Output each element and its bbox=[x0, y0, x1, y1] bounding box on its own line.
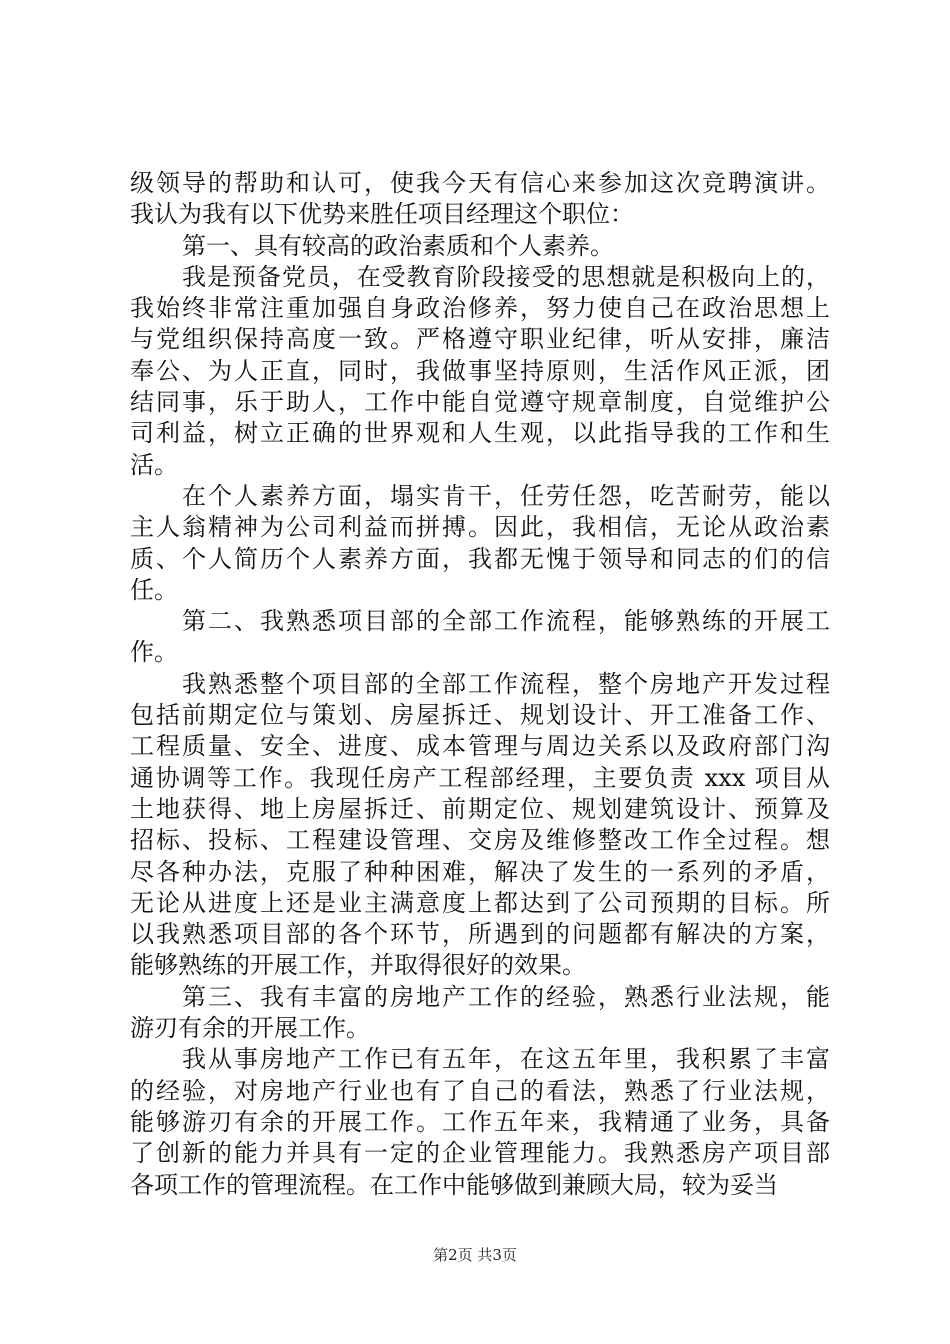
paragraph bbox=[130, 231, 830, 262]
page-footer: 第2页 共3页 bbox=[433, 1246, 517, 1264]
text-line: 包括前期定位与策划、房屋拆迁、规划设计、开工准备工作、 bbox=[130, 701, 830, 730]
text-line: 第三、我有丰富的房地产工作的经验，熟悉行业法规，能 bbox=[182, 982, 830, 1011]
text-line: 土地获得、地上房屋拆迁、前期定位、规划建筑设计、预算及 bbox=[130, 794, 830, 823]
text-line: 我熟悉整个项目部的全部工作流程，整个房地产开发过程 bbox=[182, 669, 830, 698]
text-line: 与党组织保持高度一致。严格遵守职业纪律，听从安排，廉洁 bbox=[130, 325, 830, 354]
text-line: 招标、投标、工程建设管理、交房及维修整改工作全过程。想 bbox=[130, 826, 830, 855]
document-body bbox=[130, 168, 830, 1201]
text-line: 奉公、为人正直，同时，我做事坚持原则，生活作风正派，团 bbox=[130, 356, 830, 385]
text-line: 作。 bbox=[130, 638, 178, 667]
paragraph bbox=[130, 982, 830, 1045]
text-line: 游刃有余的开展工作。 bbox=[130, 1014, 370, 1043]
text-line: 活。 bbox=[130, 450, 178, 479]
paragraph bbox=[130, 168, 830, 231]
text-line: 以我熟悉项目部的各个环节，所遇到的问题都有解决的方案， bbox=[130, 920, 830, 949]
text-line: 了创新的能力并具有一定的企业管理能力。我熟悉房产项目部 bbox=[130, 1139, 830, 1168]
paragraph bbox=[130, 606, 830, 669]
text-line: 的经验，对房地产行业也有了自己的看法，熟悉了行业法规， bbox=[130, 1076, 830, 1105]
text-line: 无论从进度上还是业主满意度上都达到了公司预期的目标。所 bbox=[130, 888, 830, 917]
paragraph bbox=[130, 1044, 830, 1200]
text-line: 任。 bbox=[130, 575, 178, 604]
text-line: 我从事房地产工作已有五年，在这五年里，我积累了丰富 bbox=[182, 1045, 830, 1074]
text-line: 主人翁精神为公司利益而拼搏。因此，我相信，无论从政治素 bbox=[130, 513, 830, 542]
text-line: 工程质量、安全、进度、成本管理与周边关系以及政府部门沟 bbox=[130, 732, 830, 761]
text-line: 第二、我熟悉项目部的全部工作流程，能够熟练的开展工 bbox=[182, 607, 830, 636]
text-line: 级领导的帮助和认可，使我今天有信心来参加这次竞聘演讲。 bbox=[130, 169, 830, 197]
text-line: 能够熟练的开展工作，并取得很好的效果。 bbox=[130, 951, 586, 980]
text-line: 质、个人简历个人素养方面，我都无愧于领导和同志的们的信 bbox=[130, 544, 830, 573]
paragraph bbox=[130, 262, 830, 481]
text-line: 我始终非常注重加强自身政治修养，努力使自己在政治思想上 bbox=[130, 294, 830, 323]
text-line: 通协调等工作。我现任房产工程部经理，主要负责 xxx 项目从 bbox=[130, 763, 830, 792]
text-line: 能够游刃有余的开展工作。工作五年来，我精通了业务，具备 bbox=[130, 1107, 830, 1136]
text-line: 尽各种办法，克服了种种困难，解决了发生的一系列的矛盾， bbox=[130, 857, 830, 886]
text-line: 我认为我有以下优势来胜任项目经理这个职位： bbox=[130, 200, 634, 229]
text-line: 在个人素养方面，塌实肯干，任劳任怨，吃苦耐劳，能以 bbox=[182, 481, 830, 510]
text-line: 司利益，树立正确的世界观和人生观，以此指导我的工作和生 bbox=[130, 419, 830, 448]
text-line: 第一、具有较高的政治素质和个人素养。 bbox=[182, 231, 614, 260]
paragraph bbox=[130, 669, 830, 982]
text-line: 结同事，乐于助人，工作中能自觉遵守规章制度，自觉维护公 bbox=[130, 388, 830, 417]
text-line: 各项工作的管理流程。在工作中能够做到兼顾大局，较为妥当 bbox=[130, 1170, 778, 1199]
paragraph bbox=[130, 481, 830, 606]
text-line: 我是预备党员，在受教育阶段接受的思想就是积极向上的， bbox=[182, 262, 830, 291]
